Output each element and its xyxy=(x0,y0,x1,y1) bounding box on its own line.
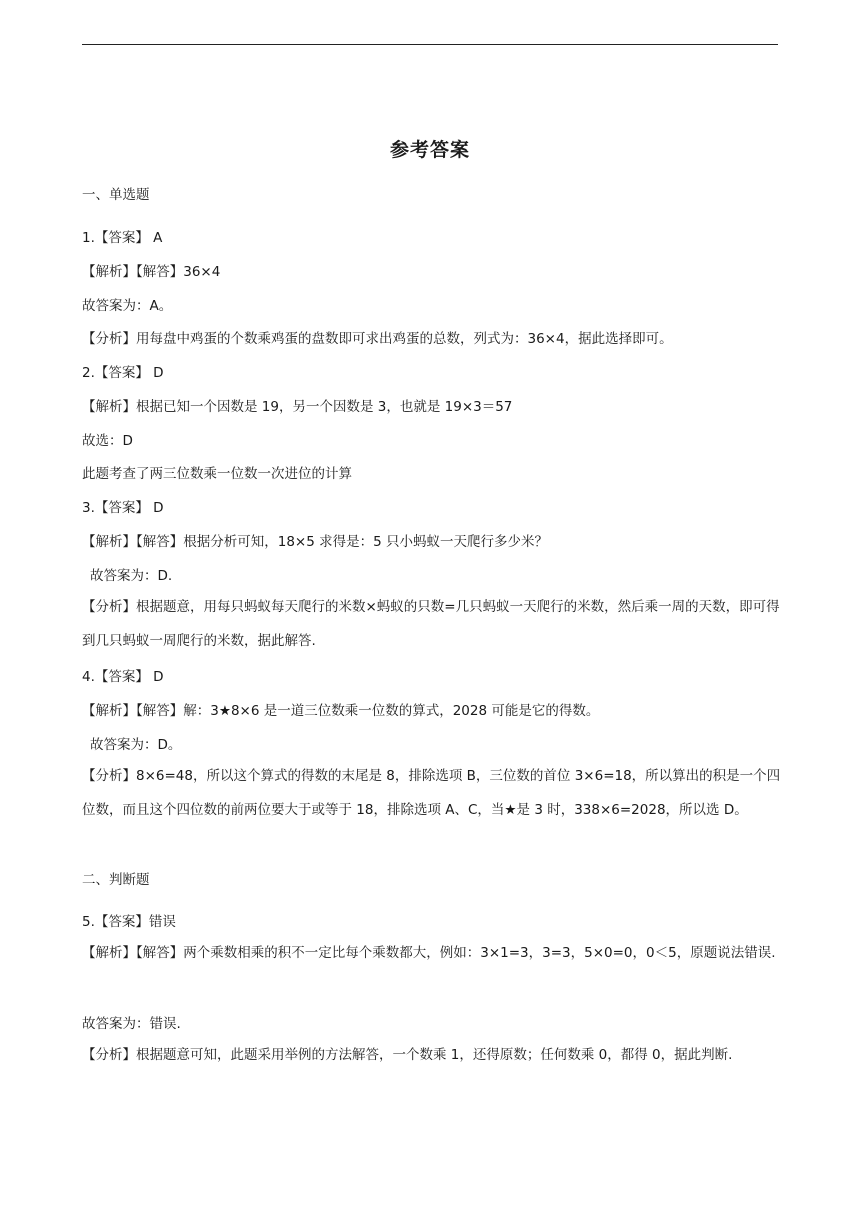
q5-analysis: 【解析】【解答】两个乘数相乘的积不一定比每个乘数都大，例如：3×1=3，3=3，5×0=0，0＜5，原题说法错误. xyxy=(82,945,776,961)
q5-remark: 【分析】根据题意可知，此题采用举例的方法解答，一个数乘 1，还得原数；任何数乘 0，都得 0，据此判断. xyxy=(82,1047,733,1063)
q3-conclusion: 故答案为：D. xyxy=(90,568,173,584)
q1-conclusion: 故答案为：A。 xyxy=(82,298,173,314)
q1-answer: 1.【答案】 A xyxy=(82,230,163,246)
q3-analysis: 【解析】【解答】根据分析可知，18×5 求得是：5 只小蚂蚁一天爬行多少米？ xyxy=(82,534,548,550)
q5-conclusion: 故答案为：错误. xyxy=(82,1016,181,1032)
q2-conclusion: 故选：D xyxy=(82,433,133,449)
section-heading-true-false: 二、判断题 xyxy=(82,872,150,888)
q4-conclusion: 故答案为：D。 xyxy=(90,737,182,753)
q3-answer: 3.【答案】 D xyxy=(82,500,164,516)
q1-analysis: 【解析】【解答】36×4 xyxy=(82,264,221,280)
q5-answer: 5.【答案】错误 xyxy=(82,914,176,930)
q3-remark: 【分析】根据题意，用每只蚂蚁每天爬行的米数×蚂蚁的只数=几只蚂蚁一天爬行的米数，然后乘一周的天数，即可得到几只蚂蚁一周爬行的米数，据此解答. xyxy=(82,599,780,649)
page-title: 参考答案 xyxy=(389,139,470,161)
q2-answer: 2.【答案】 D xyxy=(82,365,164,381)
q2-note: 此题考查了两三位数乘一位数一次进位的计算 xyxy=(82,466,352,482)
q4-answer: 4.【答案】 D xyxy=(82,669,164,685)
q1-remark: 【分析】用每盘中鸡蛋的个数乘鸡蛋的盘数即可求出鸡蛋的总数，列式为：36×4，据此选择即可。 xyxy=(82,331,673,347)
q4-analysis: 【解析】【解答】解：3★8×6 是一道三位数乘一位数的算式，2028 可能是它的得数。 xyxy=(82,703,600,719)
section-heading-single-choice: 一、单选题 xyxy=(82,187,150,203)
q4-remark: 【分析】8×6=48，所以这个算式的得数的末尾是 8，排除选项 B，三位数的首位 3×6=18，所以算出的积是一个四位数，而且这个四位数的前两位要大于或等于 18，排除选项 A、C，当★是 3 时，338×6=2028，所以选 D。 xyxy=(82,768,781,818)
header-rule xyxy=(82,44,778,45)
q2-analysis: 【解析】根据已知一个因数是 19，另一个因数是 3，也就是 19×3＝57 xyxy=(82,399,513,415)
